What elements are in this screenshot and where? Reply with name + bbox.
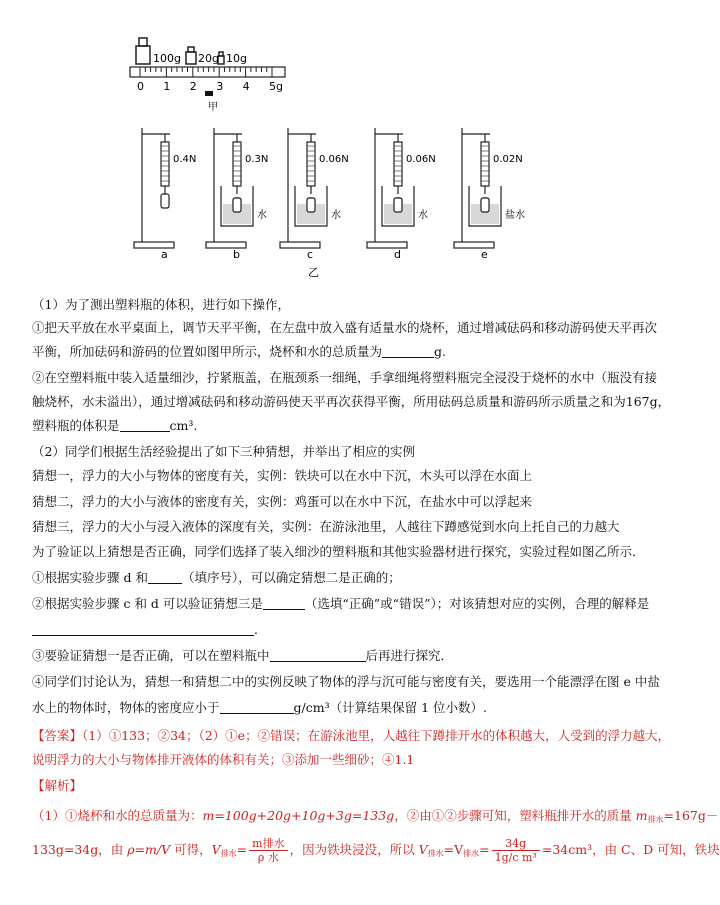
answer-blank-add bbox=[270, 649, 366, 662]
experiment-description: 为了验证以上猜想是否正确，同学们选择了装入细沙的塑料瓶和其他实验器材进行探究，实验过程如图乙所示． bbox=[32, 544, 645, 559]
analysis-l2-h: ，因为铁块浸没，所以 bbox=[289, 842, 419, 857]
ruler-tick-label: 1 bbox=[163, 80, 171, 93]
analysis-l2-sub2: 排水 bbox=[427, 849, 444, 858]
setup-letter-e: e bbox=[481, 248, 488, 261]
analysis-l2-sub1: 排水 bbox=[220, 849, 237, 858]
answer-blank-density bbox=[220, 701, 294, 714]
weight-label-100g: 100g bbox=[153, 52, 181, 65]
q1-step1-line1: ①把天平放在水平桌面上，调节天平平衡，在左盘中放入盛有适量水的烧杯，通过增减砝码和移动游码使天平再次 bbox=[32, 320, 658, 335]
q1-step2-line1: ②在空塑料瓶中装入适量细沙，拧紧瓶盖，在瓶颈系一细绳，手拿细绳将塑料瓶完全浸没于烧杯的水中（瓶没有接 bbox=[32, 370, 658, 385]
hypothesis-two: 猜想二，浮力的大小与液体的密度有关，实例：鸡蛋可以在水中下沉，在盐水中可以浮起来 bbox=[32, 494, 533, 509]
q2-sub1-text-a: ①根据实验步骤 d 和 bbox=[32, 570, 148, 585]
liquid-label-e: 盐水 bbox=[505, 210, 525, 221]
ruler-tick-label: 4 bbox=[242, 80, 250, 93]
q1-step1-line2 bbox=[32, 344, 616, 360]
q1-step2-line2: 触烧杯，水未溢出），通过增减砝码和移动游码使天平再次获得平衡，所用砝码总质量和游码所示质量之和为167g， bbox=[32, 394, 671, 409]
spring-scale bbox=[307, 142, 315, 186]
q2-sub1-text-b: （填序号），可以确定猜想二是正确的； bbox=[181, 570, 401, 585]
setup-d bbox=[367, 128, 436, 261]
fraction-den-1: ρ 水 bbox=[257, 851, 279, 864]
figure-jia-label: 甲 bbox=[208, 102, 218, 113]
q2-sub3 bbox=[32, 648, 616, 664]
spring-scale bbox=[394, 142, 402, 186]
bottle bbox=[161, 194, 169, 208]
fraction-m-over-rho bbox=[249, 837, 287, 864]
analysis-l2-v: V bbox=[211, 842, 221, 857]
q2-sub2 bbox=[32, 596, 650, 612]
q2-sub2-period: . bbox=[254, 622, 258, 637]
scale-reading-c: 0.06N bbox=[319, 154, 349, 165]
analysis-l2-formula: ρ=m/V bbox=[127, 842, 171, 857]
scale-reading-a: 0.4N bbox=[173, 154, 197, 165]
analysis-l2-a: 133g=34g，由 bbox=[32, 842, 128, 857]
analysis-l2-k: =V bbox=[443, 842, 464, 857]
spring-scale bbox=[161, 142, 169, 186]
analysis-line2 bbox=[32, 836, 720, 868]
setup-letter-b: b bbox=[233, 248, 240, 261]
liquid-label-d: 水 bbox=[418, 210, 428, 221]
answer-blank-judgement bbox=[263, 597, 305, 610]
q2-sub2-explain bbox=[32, 622, 616, 638]
hypothesis-one: 猜想一，浮力的大小与物体的密度有关，实例：铁块可以在水中下沉，木头可以浮在水面上 bbox=[32, 468, 533, 483]
analysis-l1-f: =167g－ bbox=[663, 808, 719, 823]
experiment-figure bbox=[0, 0, 640, 300]
analysis-l2-eq2: = bbox=[479, 842, 490, 857]
analysis-tag: 【解析】 bbox=[32, 778, 83, 793]
answer-tag: 【答案】 bbox=[32, 728, 83, 743]
q2-sub3-text-b: 后再进行探究． bbox=[365, 648, 454, 663]
figure-yi-label: 乙 bbox=[308, 266, 319, 279]
fraction-den-2: 1g/c m³ bbox=[494, 851, 537, 864]
q1-step1-unit: g. bbox=[434, 344, 446, 359]
figure-svg bbox=[0, 0, 640, 300]
q1-step2-line3 bbox=[32, 418, 616, 434]
stand-base bbox=[280, 242, 320, 248]
q2-sub2-text-a: ②根据实验步骤 c 和 d 可以验证猜想三是 bbox=[32, 596, 263, 611]
stand-base bbox=[367, 242, 407, 248]
answer-text-1: （1）①133；②34；（2）①e；②错误；在游泳池里，人越往下蹲排开水的体积越大，人受到的浮力越大， bbox=[82, 728, 671, 743]
rider-icon bbox=[205, 91, 213, 96]
q2-sub4-text-a: 水上的物体时，物体的密度应小于 bbox=[32, 700, 220, 715]
analysis-l1-sub: 排水 bbox=[647, 815, 664, 824]
analysis-l1-a: （1）①烧杯和水的总质量为： bbox=[32, 808, 203, 823]
hypothesis-three: 猜想三，浮力的大小与浸入液体的深度有关，实例：在游泳池里，人越往下蹲感觉到水向上托自己的力越大 bbox=[32, 519, 620, 534]
ruler-tick-label: 2 bbox=[189, 80, 197, 93]
setups-group bbox=[134, 128, 525, 261]
setup-letter-a: a bbox=[161, 248, 168, 261]
fraction-num-1: m排水 bbox=[249, 837, 287, 851]
weight-label-20g: 20g bbox=[198, 52, 219, 65]
stand-base bbox=[454, 242, 494, 248]
analysis-l2-o: =34cm³，由 C、D 可知，铁块 bbox=[541, 842, 720, 857]
spring-scale bbox=[233, 142, 241, 186]
stand-base bbox=[206, 242, 246, 248]
ruler-tick-label: 0 bbox=[137, 80, 144, 93]
analysis-l1-m: m bbox=[635, 808, 648, 823]
scale-reading-b: 0.3N bbox=[245, 154, 269, 165]
weight-label-10g: 10g bbox=[226, 52, 247, 65]
weight-100g-icon bbox=[136, 46, 150, 64]
q2-sub4-line2 bbox=[32, 700, 616, 716]
q2-sub1 bbox=[32, 570, 616, 586]
q2-sub3-text-a: ③要验证猜想一是否正确，可以在塑料瓶中 bbox=[32, 648, 270, 663]
setup-b bbox=[206, 128, 268, 261]
q2-intro: （2）同学们根据生活经验提出了如下三种猜想，并举出了相应的实例 bbox=[32, 444, 415, 459]
fraction-num-2: 34g bbox=[492, 837, 540, 851]
weight-100g-knob-icon bbox=[139, 38, 147, 46]
answer-line1 bbox=[32, 728, 671, 744]
setup-a bbox=[134, 128, 196, 261]
analysis-line1 bbox=[32, 808, 719, 828]
answer-blank-mass bbox=[382, 345, 434, 358]
bottle-submerged bbox=[307, 198, 315, 212]
answer-blank-step bbox=[148, 571, 182, 584]
setup-letter-d: d bbox=[394, 248, 401, 261]
q1-step2-unit: cm³. bbox=[169, 418, 198, 433]
answer-line2: 说明浮力的大小与物体排开液体的体积有关；③添加一些细砂；④1.1 bbox=[32, 752, 415, 767]
q2-sub4-text-b: g/cm³（计算结果保留 1 位小数）. bbox=[293, 700, 487, 715]
weight-10g-knob-icon bbox=[219, 52, 223, 56]
ruler-tick-label: 3 bbox=[216, 80, 224, 93]
setup-c bbox=[280, 128, 349, 261]
bottle-submerged bbox=[481, 198, 489, 212]
answer-blank-volume bbox=[120, 419, 170, 432]
fraction-34-over-density bbox=[492, 837, 540, 864]
weight-20g-knob-icon bbox=[188, 47, 194, 52]
setup-e bbox=[454, 128, 525, 261]
q1-intro: （1）为了测出塑料瓶的体积，进行如下操作， bbox=[32, 297, 290, 312]
analysis-l2-c: 可得， bbox=[170, 842, 212, 857]
bottle-submerged bbox=[394, 198, 402, 212]
analysis-l1-c: ，②由①②步骤可知，塑料瓶排开水的质量 bbox=[394, 808, 636, 823]
q1-step1-text: 平衡，所加砝码和游码的位置如图甲所示，烧杯和水的总质量为 bbox=[32, 344, 383, 359]
rider-ruler bbox=[130, 67, 285, 96]
q2-sub2-text-b: （选填“正确”或“错误”）；对该猜想对应的实例，合理的解释是 bbox=[304, 596, 650, 611]
bottle-submerged bbox=[233, 198, 241, 212]
liquid-label-c: 水 bbox=[331, 210, 341, 221]
weight-20g-icon bbox=[186, 52, 196, 64]
analysis-l2-v2: V bbox=[418, 842, 428, 857]
analysis-l2-sub3: 排水 bbox=[463, 849, 480, 858]
spring-scale bbox=[481, 142, 489, 186]
stand-base bbox=[134, 242, 174, 248]
ruler-tick-label: 5g bbox=[269, 80, 283, 93]
liquid-label-b: 水 bbox=[257, 210, 267, 221]
setup-letter-c: c bbox=[307, 248, 314, 261]
answer-blank-explanation bbox=[32, 623, 254, 636]
analysis-l1-mass: m=100g+20g+10g+3g=133g bbox=[202, 808, 395, 823]
analysis-l2-eq: = bbox=[236, 842, 248, 857]
scale-reading-d: 0.06N bbox=[406, 154, 436, 165]
scale-reading-e: 0.02N bbox=[493, 154, 523, 165]
q2-sub4-line1: ④同学们讨论认为，猜想一和猜想二中的实例反映了物体的浮与沉可能与密度有关，要选用一个能漂浮在图 e 中盐 bbox=[32, 674, 660, 689]
q1-step2-text: 塑料瓶的体积是 bbox=[32, 418, 120, 433]
